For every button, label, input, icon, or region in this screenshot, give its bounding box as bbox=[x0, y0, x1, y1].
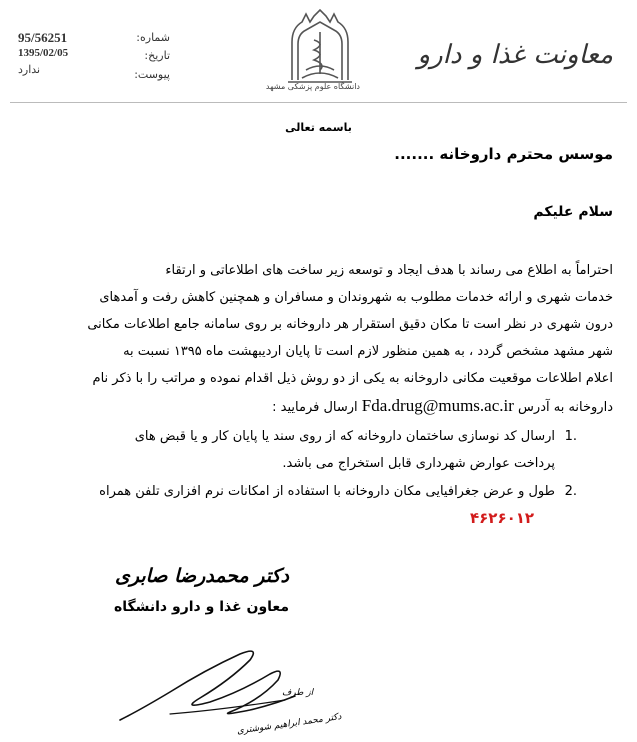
signatory-name: دکتر محمدرضا صابری bbox=[114, 565, 289, 587]
address-prefix: داروخانه به آدرس bbox=[518, 400, 613, 415]
email-address: Fda.drug@mums.ac.ir bbox=[361, 396, 514, 415]
basmala: باسمه تعالی bbox=[285, 121, 352, 134]
number-label: شماره: bbox=[136, 31, 170, 44]
greeting: سلام علیکم bbox=[533, 204, 613, 220]
department-title: معاونت غذا و دارو bbox=[417, 40, 613, 70]
letter-date: 1395/02/05 bbox=[18, 47, 69, 59]
signer-name: دکتر محمد ابراهیم شوشتری bbox=[236, 712, 343, 737]
logo-caption: دانشگاه علوم پزشکی مشهد bbox=[265, 82, 360, 91]
body-line: درون شهری در نظر است تا مکان دقیق استقرار هر داروخانه بر روی سامانه جامع اطلاعات مکانی bbox=[87, 317, 613, 332]
body-line: شهر مشهد مشخص گردد ، به همین منظور لازم است تا پایان اردیبهشت ماه ۱۳۹۵ نسبت به bbox=[123, 344, 613, 359]
salutation: موسس محترم داروخانه ....... bbox=[394, 145, 613, 163]
handwritten-signature-icon bbox=[110, 640, 310, 730]
letter-number: 95/56251 bbox=[18, 30, 68, 45]
list-item-line: پرداخت عوارض شهرداری قابل استخراج می باشد. bbox=[282, 456, 555, 471]
header-divider bbox=[10, 102, 627, 103]
body-line: خدمات شهری و ارائه خدمات مطلوب به شهروندان و مسافران و همچنین کاهش رفت و آمدهای bbox=[99, 290, 613, 305]
letter-attachment: ندارد bbox=[18, 64, 41, 76]
body-line: احتراماً به اطلاع می رساند با هدف ایجاد و توسعه زیر ساخت های اطلاعاتی و ارتقاء bbox=[165, 263, 613, 278]
signatory-title: معاون غذا و دارو دانشگاه bbox=[113, 599, 289, 615]
body-line: اعلام اطلاعات موقعیت مکانی داروخانه به یکی از دو روش ذیل اقدام نموده و مراتب را با ذکر نام bbox=[92, 371, 613, 386]
address-line bbox=[272, 396, 613, 416]
on-behalf-label: از طرف bbox=[282, 688, 314, 698]
list-item-line: طول و عرض جغرافیایی مکان داروخانه با استفاده از امکانات نرم افزاری تلفن همراه bbox=[99, 484, 555, 499]
address-suffix: ارسال فرمایید : bbox=[272, 400, 358, 415]
list-item-number: 2. bbox=[564, 484, 577, 499]
phone-number: ۴۶۲۶۰۱۲ bbox=[470, 509, 535, 527]
list-item-line: ارسال کد نوسازی ساختمان داروخانه که از روی سند یا پایان کار و یا قبض های bbox=[134, 429, 555, 444]
list-item-number: 1. bbox=[564, 429, 577, 444]
date-label: تاریخ: bbox=[144, 49, 170, 62]
attachment-label: پیوست: bbox=[134, 68, 170, 81]
